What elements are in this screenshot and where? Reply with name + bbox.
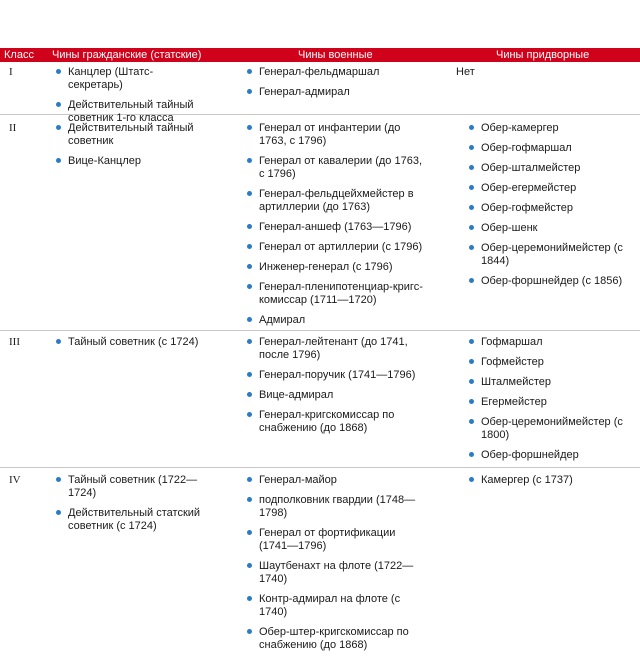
class-number: III [9,336,20,348]
military-rank-item [245,494,425,520]
military-rank-item [245,221,425,234]
civil-rank-item-text: Канцлер (Штатс-секретарь) [68,66,154,91]
bullet-icon [56,339,61,344]
military-rank-item-text: Генерал-лейтенант (до 1741, после 1796) [259,336,408,361]
court-rank-item [467,182,627,195]
military-rank-item-text: Генерал-фельдцейхмейстер в артиллерии (до 1763) [259,188,414,213]
bullet-icon [247,284,252,289]
header-court: Чины придворные [496,49,590,61]
military-ranks [245,66,425,106]
military-rank-item-text: Контр-адмирал на флоте (с 1740) [259,593,401,618]
military-rank-item [245,86,425,99]
bullet-icon [247,629,252,634]
bullet-icon [56,477,61,482]
bullet-icon [247,596,252,601]
civil-rank-item [54,336,204,349]
civil-ranks [54,474,204,540]
military-rank-item [245,122,425,148]
military-rank-item [245,389,425,402]
military-rank-item-text: подполковник гвардии (1748—1798) [259,494,416,519]
bullet-icon [247,372,252,377]
court-rank-item-text: Обер-шталмейстер [481,162,581,174]
court-rank-item-text: Обер-церемониймейстер (с 1844) [481,242,623,267]
bullet-icon [247,339,252,344]
court-rank-item-text: Егермейстер [481,396,547,408]
bullet-icon [247,497,252,502]
bullet-icon [247,530,252,535]
military-rank-item-text: Генерал-майор [259,474,337,486]
table-header [0,48,640,62]
military-rank-item-text: Генерал-пленипотенциар-кригс-комиссар (1711—1720) [259,281,423,306]
bullet-icon [56,158,61,163]
court-rank-item-text: Обер-форшнейдер [481,449,579,461]
bullet-icon [469,225,474,230]
bullet-icon [469,145,474,150]
bullet-icon [247,317,252,322]
military-rank-item [245,155,425,181]
military-rank-item [245,281,425,307]
military-rank-item [245,188,425,214]
bullet-icon [56,102,61,107]
court-rank-item [467,356,627,369]
court-rank-item [467,222,627,235]
court-rank-item-text: Обер-шенк [481,222,538,234]
court-ranks [456,66,475,79]
bullet-icon [469,477,474,482]
military-rank-item-text: Обер-штер-кригскомиссар по снабжению (до 1868) [259,626,409,651]
bullet-icon [247,264,252,269]
bullet-icon [247,125,252,130]
civil-rank-item [54,66,204,92]
bullet-icon [469,278,474,283]
bullet-icon [469,165,474,170]
civil-rank-item-text: Действительный тайный советник [68,122,194,147]
civil-ranks [54,122,204,175]
bullet-icon [247,563,252,568]
civil-rank-item [54,122,204,148]
civil-rank-item-text: Тайный советник (1722—1724) [68,474,198,499]
bullet-icon [469,359,474,364]
court-rank-item [467,162,627,175]
bullet-icon [56,510,61,515]
military-rank-item-text: Генерал-фельдмаршал [259,66,380,78]
military-rank-item-text: Генерал от кавалерии (до 1763, с 1796) [259,155,423,180]
military-rank-item [245,66,425,79]
military-rank-item [245,474,425,487]
military-rank-item-text: Генерал-поручик (1741—1796) [259,369,416,381]
civil-rank-item [54,155,204,168]
military-rank-item [245,593,425,619]
court-rank-item-text: Обер-егермейстер [481,182,577,194]
military-ranks [245,122,425,334]
header-civil: Чины гражданские (статские) [52,49,202,61]
bullet-icon [469,205,474,210]
military-rank-item-text: Генерал от фортификации (1741—1796) [259,527,396,552]
civil-rank-item-text: Тайный советник (с 1724) [68,336,199,348]
bullet-icon [56,125,61,130]
bullet-icon [469,419,474,424]
bullet-icon [247,392,252,397]
military-rank-item [245,241,425,254]
class-number: I [9,66,13,78]
military-rank-item [245,369,425,382]
bullet-icon [469,339,474,344]
court-rank-item [467,275,627,288]
court-rank-item [467,336,627,349]
military-rank-item-text: Генерал от инфантерии (до 1763, с 1796) [259,122,401,147]
civil-rank-item [54,474,204,500]
bullet-icon [247,158,252,163]
bullet-icon [469,399,474,404]
military-rank-item [245,527,425,553]
court-rank-item [467,416,627,442]
civil-rank-item [54,507,204,533]
military-rank-item-text: Генерал-кригскомиссар по снабжению (до 1868) [259,409,395,434]
court-rank-item-text: Обер-камергер [481,122,559,134]
bullet-icon [247,89,252,94]
class-number: II [9,122,17,134]
bullet-icon [56,69,61,74]
civil-rank-item-text: Действительный тайный советник 1-го класса [68,99,194,124]
court-rank-item [467,449,627,462]
bullet-icon [247,477,252,482]
military-rank-item-text: Вице-адмирал [259,389,334,401]
court-rank-item-text: Обер-церемониймейстер (с 1800) [481,416,623,441]
bullet-icon [469,245,474,250]
court-rank-item [467,242,627,268]
court-rank-item [467,474,627,487]
court-ranks [467,474,627,494]
military-rank-item-text: Генерал-аншеф (1763—1796) [259,221,412,233]
bullet-icon [247,412,252,417]
civil-rank-item-text: Вице-Канцлер [68,155,141,167]
military-ranks [245,336,425,442]
court-rank-none: Нет [456,66,475,78]
court-rank-item-text: Камергер (с 1737) [481,474,573,486]
bullet-icon [469,452,474,457]
military-rank-item-text: Генерал от артиллерии (с 1796) [259,241,423,253]
court-ranks [467,336,627,469]
header-military: Чины военные [298,49,373,61]
bullet-icon [469,379,474,384]
military-rank-item [245,560,425,586]
court-rank-item-text: Шталмейстер [481,376,552,388]
military-rank-item [245,261,425,274]
court-rank-item [467,142,627,155]
military-rank-item-text: Шаутбенахт на флоте (1722—1740) [259,560,414,585]
court-rank-item [467,396,627,409]
court-rank-item-text: Гофмейстер [481,356,544,368]
court-rank-item [467,376,627,389]
bullet-icon [247,244,252,249]
header-class: Класс [4,49,34,61]
military-ranks [245,474,425,659]
military-rank-item-text: Адмирал [259,314,306,326]
military-rank-item [245,626,425,652]
class-number: IV [9,474,21,486]
bullet-icon [469,125,474,130]
military-rank-item [245,336,425,362]
court-rank-item [467,202,627,215]
court-rank-item-text: Обер-форшнейдер (с 1856) [481,275,623,287]
court-ranks [467,122,627,295]
military-rank-item [245,314,425,327]
court-rank-item-text: Обер-гофмаршал [481,142,572,154]
court-rank-item [467,122,627,135]
military-rank-item-text: Генерал-адмирал [259,86,350,98]
court-rank-item-text: Гофмаршал [481,336,543,348]
military-rank-item [245,409,425,435]
military-rank-item-text: Инженер-генерал (с 1796) [259,261,393,273]
court-rank-item-text: Обер-гофмейстер [481,202,574,214]
bullet-icon [247,191,252,196]
bullet-icon [247,224,252,229]
bullet-icon [247,69,252,74]
civil-rank-item-text: Действительный статский советник (с 1724) [68,507,201,532]
civil-ranks [54,336,204,356]
bullet-icon [469,185,474,190]
